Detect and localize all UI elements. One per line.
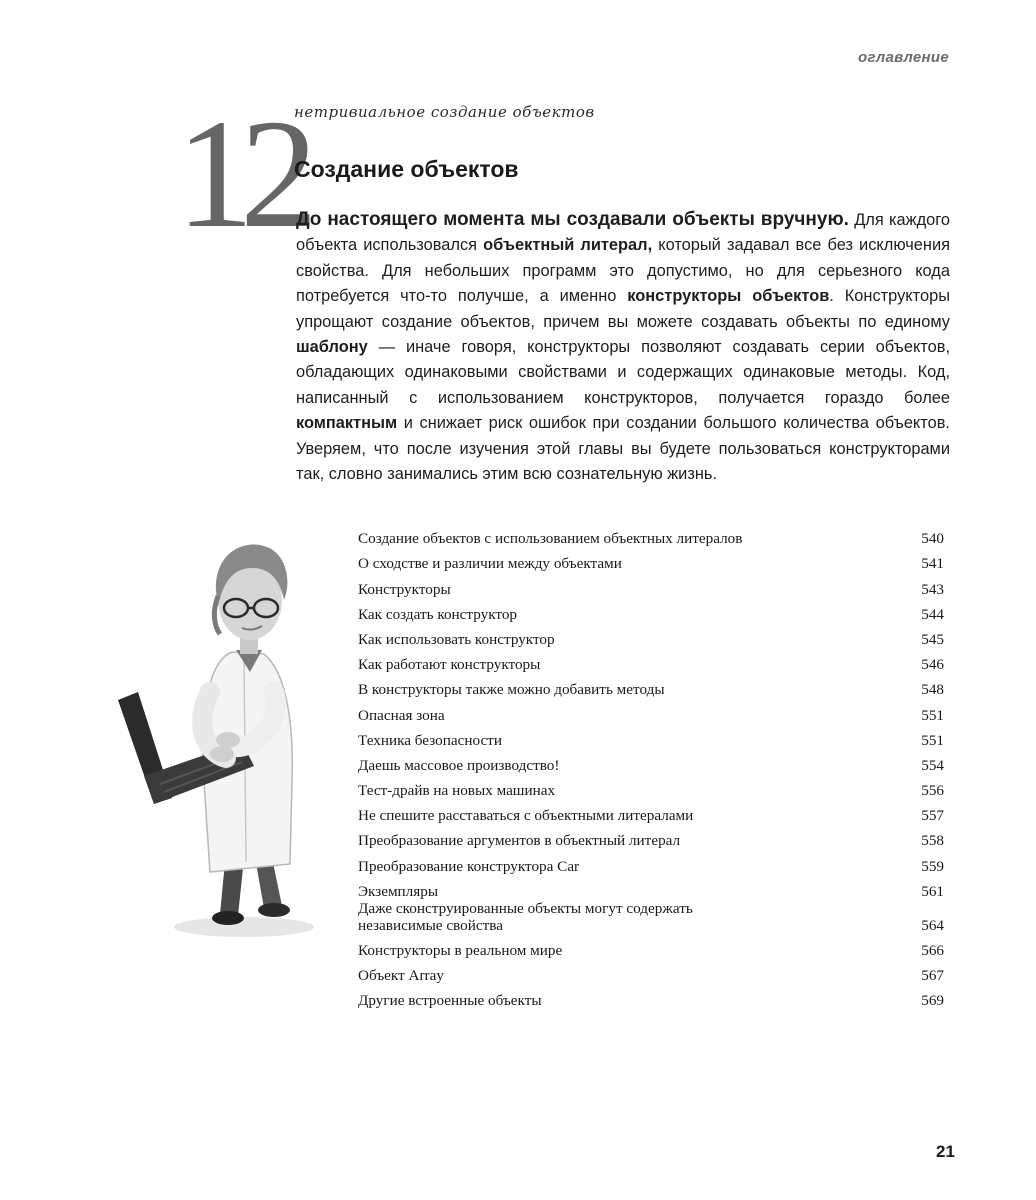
toc-entry-page: 545 bbox=[921, 630, 944, 648]
chapter-subtitle: нетривиальное создание объектов bbox=[294, 103, 595, 121]
toc-entry-page: 556 bbox=[921, 782, 944, 800]
page-number: 21 bbox=[936, 1142, 955, 1161]
toc-entry-page: 544 bbox=[921, 605, 944, 623]
intro-bold: компактным bbox=[296, 414, 398, 433]
intro-bold: шаблону bbox=[296, 338, 368, 357]
toc-entry[interactable] bbox=[358, 799, 944, 824]
intro-text: Для каждого объекта использовался bbox=[296, 211, 950, 255]
toc-entry-page: 558 bbox=[921, 832, 944, 850]
toc-entry-page: 541 bbox=[921, 555, 944, 573]
toc-entry[interactable] bbox=[358, 749, 944, 774]
toc-entry-page: 557 bbox=[921, 807, 944, 825]
intro-text: и снижает риск ошибок при создании большого количества объектов. Уверяем, что после изучения этой главы вы будете пользоваться конструкторами так, словно занимались этим всю сознательную жизнь. bbox=[296, 414, 950, 484]
toc-entry[interactable] bbox=[358, 673, 944, 698]
toc-entry-title: Объект Array bbox=[358, 967, 444, 985]
table-of-contents bbox=[358, 522, 944, 1009]
toc-entry-page: 551 bbox=[921, 731, 944, 749]
toc-entry-page: 548 bbox=[921, 681, 944, 699]
toc-entry[interactable] bbox=[358, 623, 944, 648]
toc-entry[interactable] bbox=[358, 934, 944, 959]
intro-text: который задавал все без исключения свойства. Для небольших программ это допустимо, но для серьезного кода потребуется что-то получше, а именно bbox=[296, 236, 950, 306]
toc-entry-page: 543 bbox=[921, 580, 944, 598]
toc-entry-title: Даешь массовое производство! bbox=[358, 756, 560, 774]
toc-entry-title: Даже сконструированные объекты могут содержать независимые свойства bbox=[358, 899, 693, 934]
toc-entry[interactable] bbox=[358, 984, 944, 1009]
toc-entry-title: Не спешите расставаться с объектными литералами bbox=[358, 807, 694, 825]
chapter-title: Создание объектов bbox=[294, 156, 519, 182]
intro-text: . Конструкторы упрощают создание объектов, причем вы можете создавать объекты по единому bbox=[296, 287, 950, 331]
toc-entry-title: Экземпляры bbox=[358, 882, 439, 900]
toc-entry-title: Как работают конструкторы bbox=[358, 656, 541, 674]
toc-entry-page: 569 bbox=[921, 992, 944, 1010]
toc-entry[interactable] bbox=[358, 572, 944, 597]
toc-entry[interactable] bbox=[358, 774, 944, 799]
toc-entry-title: Техника безопасности bbox=[358, 731, 502, 749]
toc-entry[interactable] bbox=[358, 959, 944, 984]
toc-entry[interactable] bbox=[358, 547, 944, 572]
toc-entry-title: Тест-драйв на новых машинах bbox=[358, 782, 556, 800]
toc-entry[interactable] bbox=[358, 824, 944, 849]
toc-entry-page: 567 bbox=[921, 967, 944, 985]
toc-entry[interactable] bbox=[358, 598, 944, 623]
toc-entry[interactable] bbox=[358, 724, 944, 749]
intro-lead: До настоящего момента мы создавали объекты вручную. bbox=[296, 209, 849, 230]
man-with-laptop-illustration bbox=[114, 522, 352, 942]
toc-entry-title: Как использовать конструктор bbox=[358, 630, 555, 648]
toc-entry-page: 566 bbox=[921, 942, 944, 959]
toc-entry-page: 551 bbox=[921, 706, 944, 724]
toc-entry[interactable] bbox=[358, 522, 944, 547]
toc-entry-page: 554 bbox=[921, 756, 944, 774]
toc-entry-title: Другие встроенные объекты bbox=[358, 992, 542, 1010]
toc-entry-page: 559 bbox=[921, 857, 944, 875]
section-header: оглавление bbox=[858, 49, 949, 66]
intro-bold: конструкторы объектов bbox=[627, 287, 830, 306]
chapter-number: 12 bbox=[176, 87, 304, 260]
toc-entry-title: Опасная зона bbox=[358, 706, 445, 724]
toc-entry[interactable] bbox=[358, 875, 944, 900]
toc-entry-page: 561 bbox=[921, 882, 944, 900]
intro-text: — иначе говоря, конструкторы позволяют создавать серии объектов, обладающих одинаковыми свойствами и содержащих одинаковые методы. Код, написанный с использованием конструкторов, получается гораздо более bbox=[296, 338, 950, 407]
toc-entry-title: Конструкторы в реальном мире bbox=[358, 942, 563, 959]
toc-entry-title: Преобразование аргументов в объектный литерал bbox=[358, 832, 681, 850]
toc-entry-title: Как создать конструктор bbox=[358, 605, 518, 623]
toc-entry-page: 540 bbox=[921, 530, 944, 548]
toc-entry-title: Преобразование конструктора Car bbox=[358, 857, 580, 875]
toc-entry-title: Конструкторы bbox=[358, 580, 451, 598]
toc-entry[interactable] bbox=[358, 698, 944, 723]
toc-entry-page: 564 bbox=[921, 916, 944, 934]
intro-paragraph bbox=[296, 207, 950, 487]
toc-entry[interactable] bbox=[358, 648, 944, 673]
toc-entry[interactable] bbox=[358, 900, 944, 934]
toc-entry-title: В конструкторы также можно добавить методы bbox=[358, 681, 665, 699]
toc-entry-title: Создание объектов с использованием объектных литералов bbox=[358, 530, 743, 548]
toc-entry-title: О сходстве и различии между объектами bbox=[358, 555, 622, 573]
toc-entry[interactable] bbox=[358, 849, 944, 874]
toc-entry-page: 546 bbox=[921, 656, 944, 674]
intro-bold: объектный литерал, bbox=[483, 236, 653, 255]
